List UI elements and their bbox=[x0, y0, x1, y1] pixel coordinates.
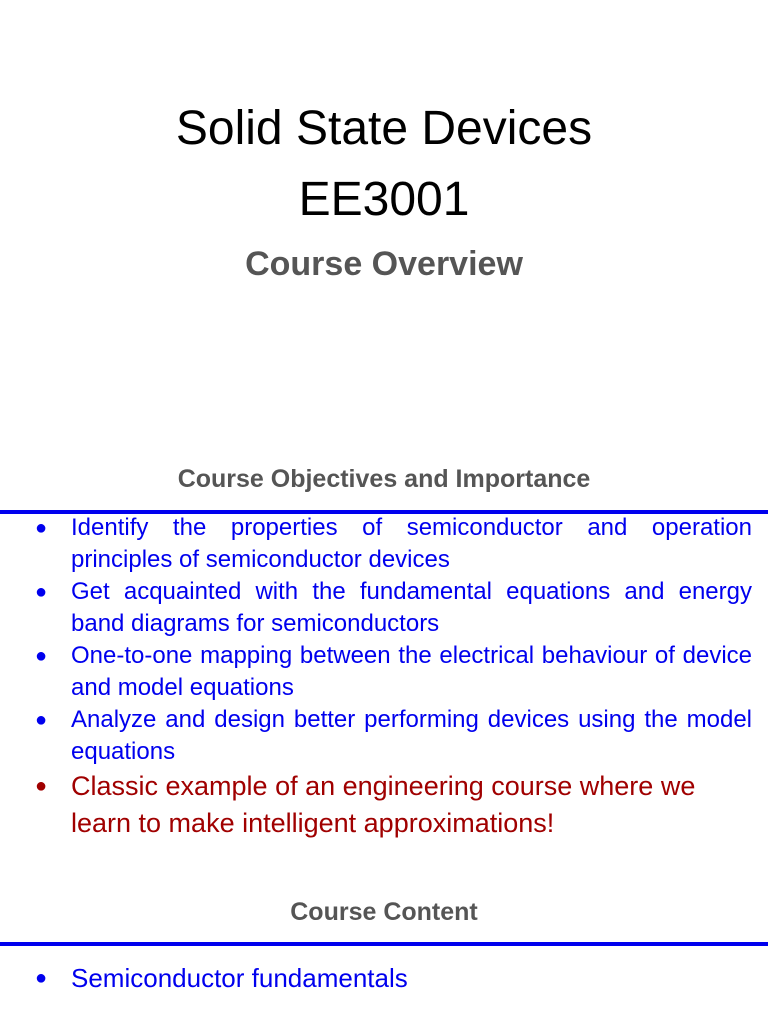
bullet-icon: ● bbox=[35, 517, 48, 539]
list-item-text: Get acquainted with the fundamental equations and energy band diagrams for semiconductors bbox=[71, 578, 752, 637]
content-heading: Course Content bbox=[290, 898, 478, 926]
highlight-text: Classic example of an engineering course where we learn to make intelligent approximations! bbox=[71, 771, 696, 838]
highlight-list-item bbox=[0, 768, 768, 842]
list-item bbox=[0, 704, 768, 768]
list-item bbox=[0, 512, 768, 576]
bullet-icon: ● bbox=[35, 775, 48, 797]
bullet-icon: ● bbox=[35, 645, 48, 667]
objectives-heading: Course Objectives and Importance bbox=[177, 465, 591, 493]
bullet-icon: ● bbox=[35, 709, 48, 731]
document-subtitle: Course Overview bbox=[245, 245, 523, 283]
list-item-text: Semiconductor fundamentals bbox=[71, 963, 408, 993]
content-divider bbox=[0, 942, 768, 946]
document-title: Solid State Devices bbox=[175, 102, 593, 155]
course-code: EE3001 bbox=[298, 173, 470, 226]
list-item-text: Analyze and design better performing devices using the model equations bbox=[71, 706, 752, 765]
list-item bbox=[0, 960, 768, 996]
objectives-list bbox=[0, 512, 768, 842]
bullet-icon: ● bbox=[35, 581, 48, 603]
list-item-text: Identify the properties of semiconductor and operation principles of semiconductor devices bbox=[71, 514, 752, 573]
content-list bbox=[0, 960, 768, 996]
list-item bbox=[0, 640, 768, 704]
list-item-text: One-to-one mapping between the electrical behaviour of device and model equations bbox=[71, 642, 752, 701]
list-item bbox=[0, 576, 768, 640]
bullet-icon: ● bbox=[35, 967, 48, 989]
